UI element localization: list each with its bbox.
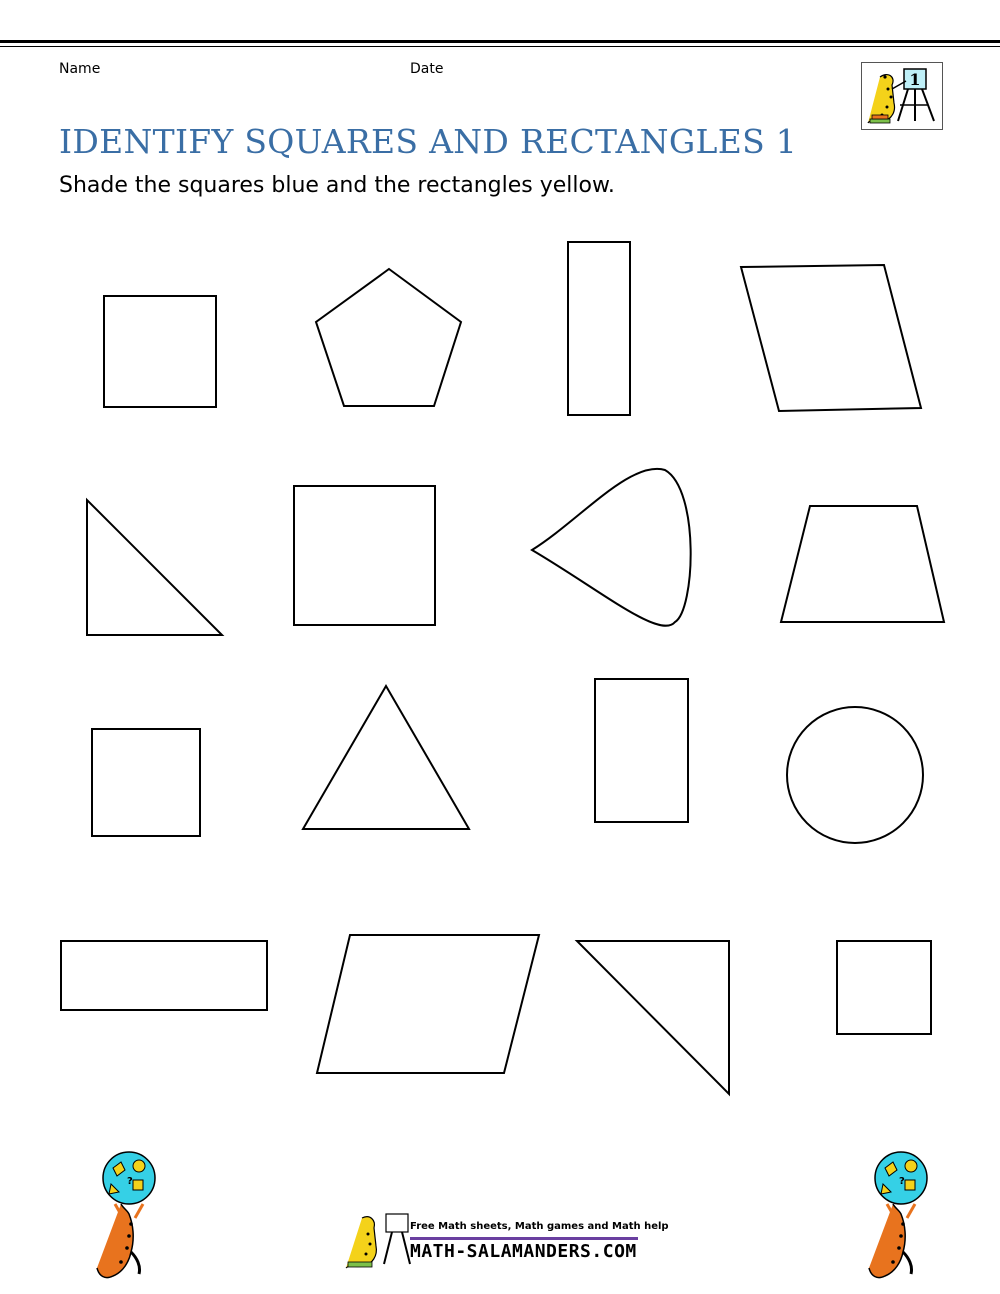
shape-parallelogram-2[interactable] [317, 935, 539, 1073]
shape-circle[interactable] [787, 707, 923, 843]
worksheet-title: IDENTIFY SQUARES AND RECTANGLES 1 [59, 122, 798, 161]
name-field-label: Name [59, 61, 101, 77]
shape-square-4[interactable] [837, 941, 931, 1034]
shape-rectangle-wide[interactable] [61, 941, 267, 1010]
shape-square-2[interactable] [294, 486, 435, 625]
footer-underline [410, 1237, 638, 1240]
shape-pentagon[interactable] [316, 269, 461, 406]
salamander-globe-mascot-right [865, 1148, 935, 1288]
shape-rectangle-tall-1[interactable] [568, 242, 630, 415]
date-field-label: Date [410, 61, 444, 77]
shape-right-triangle-1[interactable] [87, 500, 222, 635]
grade-number: 1 [909, 70, 921, 89]
footer-tagline: Free Math sheets, Math games and Math help [410, 1221, 669, 1232]
footer-site-link[interactable]: MATH-SALAMANDERS.COM [410, 1241, 637, 1262]
shape-right-triangle-2[interactable] [577, 941, 729, 1094]
shape-square-1[interactable] [104, 296, 216, 407]
shape-rectangle-tall-2[interactable] [595, 679, 688, 822]
shape-square-3[interactable] [92, 729, 200, 836]
shape-parallelogram-1[interactable] [741, 265, 921, 411]
svg-text:?: ? [899, 1176, 905, 1187]
salamander-globe-mascot-left [93, 1148, 163, 1288]
shape-triangle[interactable] [303, 686, 469, 829]
svg-text:?: ? [127, 1176, 133, 1187]
worksheet-instruction: Shade the squares blue and the rectangles yellow. [59, 173, 615, 198]
shape-curved-teardrop[interactable] [532, 469, 691, 626]
shape-trapezoid[interactable] [781, 506, 944, 622]
